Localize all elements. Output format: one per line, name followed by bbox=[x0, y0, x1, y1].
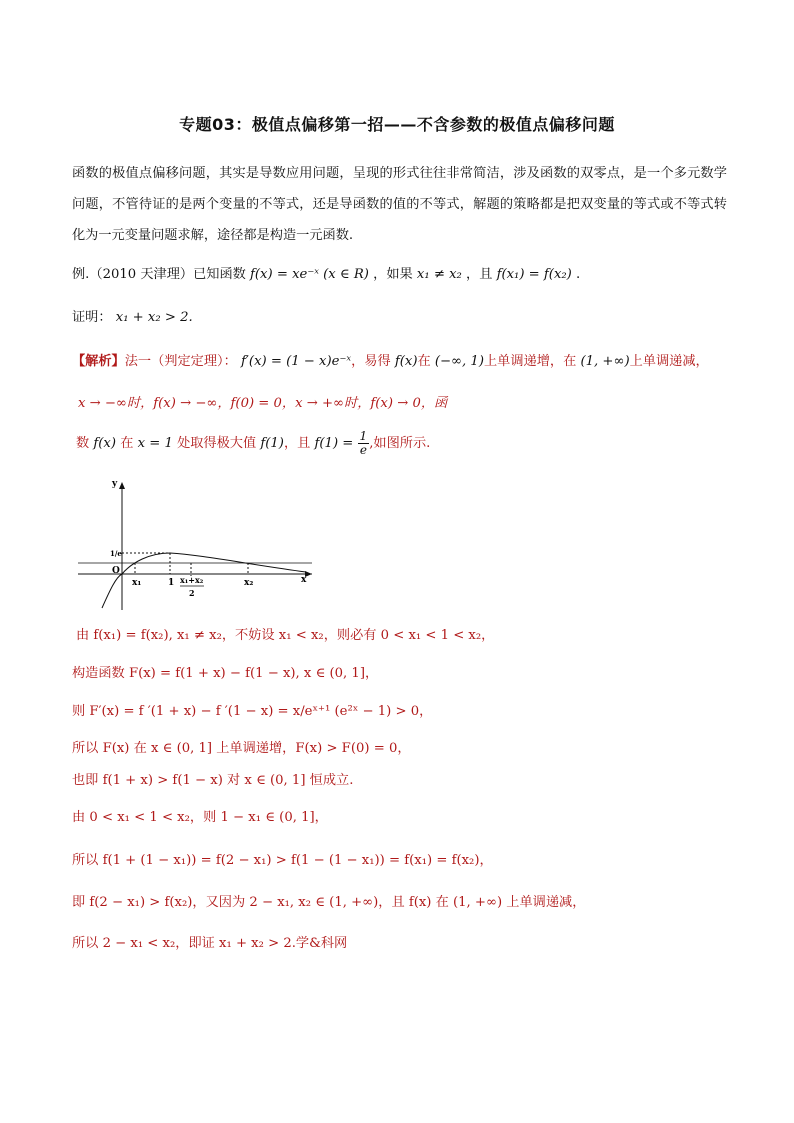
solution-text: ，易得 bbox=[351, 354, 391, 369]
prove-label: 证明： bbox=[72, 310, 112, 325]
solution-text: 处取得极大值 bbox=[177, 436, 257, 451]
fraction-denominator: e bbox=[359, 443, 367, 457]
tick-label-midpoint-numerator: x₁+x₂ bbox=[180, 575, 204, 585]
point-expression: x = 1 bbox=[137, 436, 173, 451]
tick-label-1: 1 bbox=[168, 578, 175, 588]
solution-text: 数 bbox=[76, 436, 90, 451]
example-condition-2: f(x₁) = f(x₂) bbox=[496, 267, 572, 282]
tick-label-midpoint-denominator: 2 bbox=[189, 588, 195, 598]
solution-line-2 bbox=[78, 392, 447, 411]
interval-expression: (−∞, 1) bbox=[434, 354, 484, 369]
solution-method: 法一 bbox=[124, 354, 152, 369]
solution-text: ，且 bbox=[283, 436, 311, 451]
solution-tag: 【解析】 bbox=[72, 354, 125, 369]
function-expression: f(x) bbox=[394, 354, 418, 369]
proof-step-2: 构造函数 F(x) = f(1 + x) − f(1 − x), x ∈ (0, 1]， bbox=[72, 666, 379, 681]
interval-expression: (1, +∞) bbox=[580, 354, 630, 369]
solution-text: 上单调递增，在 bbox=[483, 354, 577, 369]
limit-statements: x → −∞时，f(x) → −∞，f(0) = 0，x → +∞时，f(x) → 0，函 bbox=[78, 396, 448, 411]
prove-expression: x₁ + x₂ > 2. bbox=[115, 310, 193, 325]
derivative-expression: f′(x) = (1 − x)e⁻ˣ bbox=[241, 354, 352, 369]
example-line bbox=[72, 263, 580, 282]
example-function: f(x) = xe⁻ˣ (x ∈ R) bbox=[250, 267, 369, 282]
proof-step-6: 由 0 < x₁ < 1 < x₂，则 1 − x₁ ∈ (0, 1]， bbox=[72, 810, 328, 825]
solution-text: （判定定理）： bbox=[151, 354, 237, 369]
example-end: . bbox=[576, 267, 581, 282]
y-axis-arrow bbox=[119, 482, 125, 489]
fraction-one-over-e bbox=[358, 430, 370, 457]
tick-label-x1: x₁ bbox=[132, 578, 142, 588]
proof-step-3: 则 F′(x) = f ′(1 + x) − f ′(1 − x) = x/eˣ⁺¹ (e²ˣ − 1) > 0， bbox=[72, 704, 433, 719]
solution-text: 在 bbox=[120, 436, 134, 451]
fraction-numerator: 1 bbox=[359, 429, 368, 443]
solution-text: 上单调递减， bbox=[629, 354, 709, 369]
intro-paragraph: 函数的极值点偏移问题，其实是导数应用问题，呈现的形式往往非常简洁，涉及函数的双零点，是一个多元数学问题，不管待证的是两个变量的不等式，还是导函数的值的不等式，解题的策略都是把双变量的等式或不等式转化为一元变量问题求解，途径都是构造一元函数. bbox=[72, 166, 727, 243]
proof-step-1: 由 f(x₁) = f(x₂), x₁ ≠ x₂，不妨设 x₁ < x₂，则必有 0 < x₁ < 1 < x₂， bbox=[76, 628, 495, 643]
page-title: 专题03：极值点偏移第一招——不含参数的极值点偏移问题 bbox=[179, 115, 615, 134]
example-mid2: ，且 bbox=[466, 267, 493, 282]
solution-line-1 bbox=[72, 350, 709, 369]
x-axis-label: x bbox=[301, 575, 307, 585]
origin-label: O bbox=[112, 566, 120, 576]
proof-step-5: 也即 f(1 + x) > f(1 − x) 对 x ∈ (0, 1] 恒成立. bbox=[72, 773, 354, 788]
max-value-equation: f(1) = bbox=[314, 436, 354, 451]
proof-step-9: 所以 2 − x₁ < x₂，即证 x₁ + x₂ > 2.学&科网 bbox=[72, 936, 348, 951]
solution-line-3 bbox=[76, 430, 430, 457]
example-condition-1: x₁ ≠ x₂ bbox=[416, 267, 462, 282]
prove-line bbox=[72, 306, 193, 325]
y-axis-label: y bbox=[112, 479, 118, 489]
proof-step-4: 所以 F(x) 在 x ∈ (0, 1] 上单调递增，F(x) > F(0) = 0， bbox=[72, 741, 411, 756]
tick-label-x2: x₂ bbox=[244, 578, 254, 588]
max-value-label: 1/e bbox=[110, 549, 122, 558]
example-prefix: 例.（2010 天津理）已知函数 bbox=[72, 267, 246, 282]
proof-step-7: 所以 f(1 + (1 − x₁)) = f(2 − x₁) > f(1 − (1 − x₁)) = f(x₁) = f(x₂)， bbox=[72, 853, 493, 868]
solution-text: 在 bbox=[417, 354, 431, 369]
max-value-expression: f(1) bbox=[260, 436, 284, 451]
example-mid: ，如果 bbox=[373, 267, 413, 282]
solution-text: ,如图所示. bbox=[369, 436, 431, 451]
function-graph bbox=[72, 472, 322, 612]
proof-step-8: 即 f(2 − x₁) > f(x₂)，又因为 2 − x₁, x₂ ∈ (1, +∞)，且 f(x) 在 (1, +∞) 上单调递减， bbox=[72, 895, 586, 910]
function-expression: f(x) bbox=[93, 436, 116, 451]
